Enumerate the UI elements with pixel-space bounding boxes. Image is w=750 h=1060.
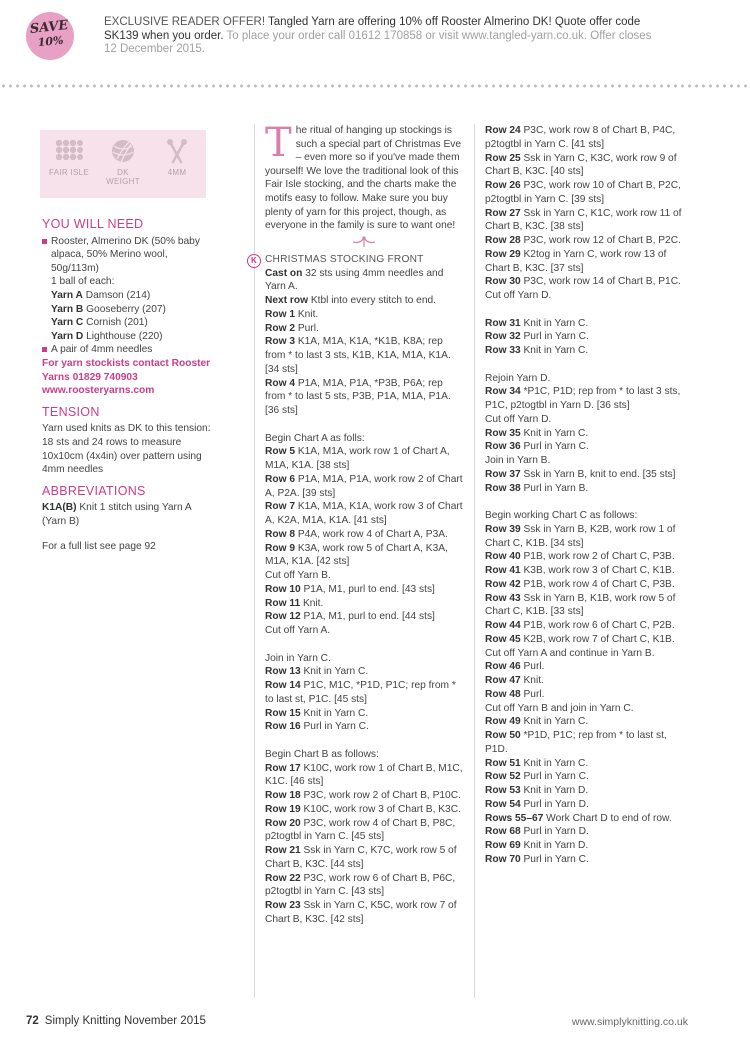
row-label: Row 2	[265, 322, 296, 334]
fair-isle-icon	[54, 138, 84, 164]
row-text: K3A, work row 5 of Chart A, K3A, M1A, K1A. [42 sts]	[265, 542, 448, 568]
instruction-line	[485, 124, 690, 152]
flourish-icon	[349, 235, 379, 249]
needle-size-label: 4MM	[167, 168, 187, 177]
row-label: Row 15	[265, 707, 301, 719]
row-text: K10C, work row 1 of Chart B, M1C, K1C. [46 sts]	[265, 762, 463, 788]
row-label: Row 53	[485, 785, 521, 796]
instruction-line	[485, 275, 690, 289]
you-will-need-heading: YOU WILL NEED	[42, 217, 144, 231]
row-text: Ssk in Yarn C, K5C, work row 7 of Chart B, K3C. [42 sts]	[265, 900, 457, 925]
instruction-line	[485, 702, 690, 716]
row-text: K3B, work row 3 of Chart C, K1B.	[520, 565, 675, 576]
instruction-line	[265, 624, 463, 638]
row-label: Row 40	[485, 551, 521, 563]
instruction-line	[485, 619, 690, 633]
abbreviation-item: K1A(B) Knit 1 stitch using Yarn A (Yarn B)	[42, 502, 192, 527]
instruction-line	[485, 330, 690, 344]
row-label: Cast on	[265, 267, 303, 279]
row-text: Purl in Yarn C.	[520, 441, 589, 453]
row-text: Knit.	[300, 597, 324, 609]
row-label: Next row	[265, 295, 309, 306]
row-label: Row 46	[485, 661, 521, 673]
row-text: P3C, work row 2 of Chart B, P10C.	[300, 790, 461, 801]
row-label: Row 22	[265, 872, 301, 884]
row-text: Join in Yarn B.	[485, 455, 551, 466]
section-heading	[247, 253, 463, 267]
row-text: Knit in Yarn C.	[520, 345, 589, 356]
row-text: Knit.	[295, 308, 319, 320]
row-label: Row 20	[265, 817, 301, 829]
row-text: Ssk in Yarn B, knit to end. [35 sts]	[520, 468, 676, 480]
instruction-line	[485, 289, 690, 303]
row-text: Begin Chart A as folls:	[265, 432, 365, 444]
row-label: Row 32	[485, 331, 521, 343]
row-label: Row 50	[485, 730, 521, 741]
row-text: *P1C, P1D; rep from * to last 3 sts, P1C, p2togtbl in Yarn D. [36 sts]	[485, 386, 681, 411]
instruction-line	[265, 872, 463, 900]
instruction-line	[265, 377, 463, 418]
row-text: P4A, work row 4 of Chart A, P3A.	[295, 528, 448, 540]
instruction-line	[265, 844, 463, 872]
row-text: P1A, M1, purl to end. [44 sts]	[300, 611, 435, 623]
yarn-c: Yarn C Cornish (201)	[51, 317, 148, 329]
row-text: P3C, work row 14 of Chart B, P1C.	[520, 276, 681, 288]
yarn-b: Yarn B Gooseberry (207)	[51, 303, 166, 315]
row-label: Row 18	[265, 790, 301, 801]
reader-offer	[104, 16, 664, 57]
row-label: Row 26	[485, 180, 521, 191]
row-label: Row 31	[485, 317, 521, 329]
ball-count: 1 ball of each:	[51, 276, 115, 288]
row-text: Knit in Yarn C.	[520, 757, 589, 769]
yarn-ball-icon	[109, 138, 137, 164]
row-text: Ssk in Yarn C, K1C, work row 11 of Chart B, K3C. [38 sts]	[485, 207, 682, 233]
row-text: Purl in Yarn D.	[520, 798, 589, 810]
row-text: P1B, work row 6 of Chart C, P2B.	[520, 620, 675, 631]
row-text: Purl in Yarn B.	[520, 482, 589, 494]
row-label: Row 69	[485, 840, 521, 851]
row-text: Purl.	[295, 322, 319, 334]
instruction-line	[485, 784, 690, 798]
instruction-line	[485, 234, 690, 248]
pattern-column-2	[485, 124, 690, 867]
row-text: Knit in Yarn C.	[520, 427, 589, 439]
instruction-line	[265, 803, 463, 817]
row-text: P3C, work row 12 of Chart B, P2C.	[520, 235, 681, 246]
row-label: Row 23	[265, 900, 301, 911]
instruction-line	[265, 583, 463, 597]
instruction-line	[485, 633, 690, 647]
row-label: Row 7	[265, 501, 296, 513]
needles-item: A pair of 4mm needles	[42, 343, 212, 357]
instruction-line	[485, 454, 690, 468]
instruction-line	[265, 542, 463, 570]
badge-line1: SAVE	[29, 18, 70, 38]
row-text: Begin working Chart C as follows:	[485, 510, 638, 521]
stockists-info: For yarn stockists contact Rooster Yarns 01829 740903 www.roosteryarns.com	[42, 357, 211, 397]
row-label: Row 4	[265, 377, 296, 389]
row-label: Row 3	[265, 336, 296, 348]
instruction-line	[265, 762, 463, 790]
row-label: Row 35	[485, 427, 521, 439]
row-text: Purl in Yarn C.	[520, 771, 589, 783]
row-label: Row 48	[485, 688, 521, 700]
row-text: Knit in Yarn C.	[300, 707, 369, 719]
row-label: Row 1	[265, 308, 296, 320]
instruction-line	[485, 825, 690, 839]
page-number: 72	[26, 1015, 39, 1027]
row-label: Row 68	[485, 826, 521, 838]
instruction-line	[485, 578, 690, 592]
row-text: Knit in Yarn C.	[300, 666, 369, 678]
instructions-list	[265, 267, 463, 927]
instruction-line	[265, 665, 463, 679]
tension-text: Yarn used knits as DK to this tension: 18 sts and 24 rows to measure 10x10cm (4x4in) over pattern using 4mm needles	[42, 423, 211, 476]
abbreviations-heading: ABBREVIATIONS	[42, 483, 146, 498]
row-text: Purl.	[520, 661, 545, 673]
project-info-box	[40, 130, 206, 198]
instruction-line	[485, 427, 690, 441]
footer-url: www.simplyknitting.co.uk	[571, 1016, 688, 1028]
row-text: Ktbl into every stitch to end.	[308, 295, 437, 306]
fair-isle-info	[42, 138, 96, 177]
knit-section-icon: K	[247, 254, 261, 268]
instruction-line	[265, 748, 463, 762]
row-label: Row 14	[265, 680, 301, 691]
instruction-line	[485, 152, 690, 180]
instruction-line	[485, 372, 690, 386]
instruction-line	[485, 482, 690, 496]
row-label: Row 25	[485, 152, 521, 164]
row-text: Knit in Yarn D.	[520, 840, 589, 851]
row-label: Row 45	[485, 633, 521, 645]
row-label: Row 30	[485, 276, 521, 288]
save-badge	[24, 10, 77, 63]
row-label: Row 5	[265, 446, 296, 458]
instruction-line	[485, 317, 690, 331]
row-label: Row 12	[265, 611, 301, 623]
instruction-line	[485, 468, 690, 482]
row-text: P3C, work row 4 of Chart B, P8C, p2togtbl in Yarn C. [45 sts]	[265, 817, 456, 843]
instruction-line	[485, 715, 690, 729]
offer-main: Tangled Yarn are offering 10% off Rooster Almerino DK! Quote offer code SK139 when you order.	[104, 16, 641, 42]
instruction-line	[265, 294, 463, 308]
badge-line2: 10%	[37, 33, 65, 50]
instruction-line	[265, 432, 463, 446]
you-will-need-section	[42, 218, 212, 398]
row-text: Join in Yarn C.	[265, 652, 331, 664]
row-text: *P1D, P1C; rep from * to last st, P1D.	[485, 730, 667, 755]
footer-left	[26, 1015, 206, 1027]
row-text: Purl.	[520, 688, 545, 700]
row-text: Cut off Yarn D.	[485, 413, 552, 425]
row-text: Purl in Yarn C.	[300, 721, 369, 733]
row-label: Row 44	[485, 620, 521, 631]
row-label: Row 38	[485, 482, 521, 494]
intro-text: he ritual of hanging up stockings is such a special part of Christmas Eve – even more so if you've made them yourself! We love the traditional look of this Fair Isle stocking, and the charts make the motifs easy to follow. Make sure you buy plenty of yarn for this project, though, as everyone in the family is sure to want one!	[265, 125, 462, 232]
yarn-d: Yarn D Lighthouse (220)	[51, 330, 163, 342]
offer-caps: EXCLUSIVE READER OFFER!	[104, 16, 266, 28]
instruction-line	[265, 679, 463, 707]
instruction-line	[485, 523, 690, 551]
row-label: Row 13	[265, 666, 301, 678]
row-label: Row 41	[485, 565, 521, 576]
instruction-line	[485, 179, 690, 207]
instruction-line	[265, 817, 463, 845]
row-text: Cut off Yarn B and join in Yarn C.	[485, 702, 634, 714]
row-text: Ssk in Yarn C, K3C, work row 9 of Chart B, K3C. [40 sts]	[485, 152, 677, 178]
row-label: Row 42	[485, 578, 521, 590]
instruction-line	[485, 729, 690, 757]
row-text: Purl in Yarn C.	[520, 853, 589, 865]
instruction-line	[265, 569, 463, 583]
intro-paragraph	[265, 120, 463, 233]
row-text: Knit.	[520, 675, 544, 686]
row-label: Row 16	[265, 721, 301, 733]
instruction-line	[485, 770, 690, 784]
row-label: Row 8	[265, 528, 296, 540]
row-text: K10C, work row 3 of Chart B, K3C.	[300, 803, 461, 815]
row-label: Row 36	[485, 441, 521, 453]
instruction-line	[485, 647, 690, 661]
row-text: Ssk in Yarn B, K1B, work row 5 of Chart C, K1B. [33 sts]	[485, 592, 676, 618]
instruction-line	[485, 413, 690, 427]
tension-section	[42, 406, 212, 477]
instruction-line	[265, 707, 463, 721]
row-text: K1A, M1A, work row 1 of Chart A, M1A, K1A. [38 sts]	[265, 446, 450, 471]
dotted-divider	[0, 83, 750, 89]
row-label: Row 24	[485, 125, 521, 136]
row-text: Knit in Yarn C.	[520, 317, 589, 329]
magazine-issue: Simply Knitting November 2015	[44, 1015, 206, 1027]
row-text: K2B, work row 7 of Chart C, K1B.	[520, 633, 675, 645]
row-label: Row 47	[485, 675, 521, 686]
row-text: P3C, work row 8 of Chart B, P4C, p2togtbl in Yarn C. [41 sts]	[485, 125, 676, 150]
row-text: P1B, work row 4 of Chart C, P3B.	[520, 578, 675, 590]
abbreviation-list-ref: For a full list see page 92	[42, 541, 156, 553]
row-label: Row 10	[265, 583, 301, 595]
row-text: Purl in Yarn D.	[520, 826, 589, 838]
instruction-line	[265, 322, 463, 336]
row-text: Purl in Yarn C.	[520, 331, 589, 343]
instruction-line	[485, 812, 690, 826]
offer-details: To place your order call 01612 170858 or visit www.tangled-yarn.co.uk. Offer closes 12 December 2015.	[104, 29, 652, 55]
instruction-line	[485, 207, 690, 235]
row-label: Row 19	[265, 803, 301, 815]
instruction-line	[265, 267, 463, 295]
row-text: P1B, work row 2 of Chart C, P3B.	[520, 551, 675, 563]
spacer	[485, 495, 690, 509]
instruction-line	[265, 308, 463, 322]
spacer	[265, 418, 463, 432]
row-label: Row 28	[485, 235, 521, 246]
row-label: Row 49	[485, 716, 521, 728]
row-text: Begin Chart B as follows:	[265, 748, 379, 760]
row-text: Cut off Yarn A.	[265, 625, 331, 636]
row-text: K2tog in Yarn C, work row 13 of Chart B, K3C. [37 sts]	[485, 248, 667, 274]
yarn-item: Rooster, Almerino DK (50% baby alpaca, 50% Merino wool, 50g/113m)	[42, 235, 212, 276]
row-label: Row 51	[485, 757, 521, 769]
row-text: K1A, M1A, K1A, *K1B, K8A; rep from * to last 3 sts, K1B, K1A, M1A, K1A. [34 sts]	[265, 336, 451, 375]
instruction-line	[485, 344, 690, 358]
instruction-line	[265, 789, 463, 803]
yarn-a: Yarn A Damson (214)	[51, 289, 151, 301]
instruction-line	[485, 592, 690, 620]
row-text: Work Chart D to end of row.	[543, 812, 672, 824]
row-text: K1A, M1A, K1A, work row 3 of Chart A, K2A, M1A, K1A. [41 sts]	[265, 501, 463, 526]
needles-icon	[163, 138, 191, 164]
instruction-line	[485, 385, 690, 413]
row-label: Row 17	[265, 762, 301, 774]
row-label: Row 54	[485, 798, 521, 810]
section-title: CHRISTMAS STOCKING FRONT	[265, 253, 424, 265]
instruction-line	[485, 564, 690, 578]
row-text: Cut off Yarn D.	[485, 290, 552, 301]
instruction-line	[485, 440, 690, 454]
instruction-line	[485, 550, 690, 564]
instruction-line	[265, 335, 463, 376]
row-text: P1A, M1A, P1A, *P3B, P6A; rep from * to last 5 sts, P3B, P1A, M1A, P1A. [36 sts]	[265, 377, 451, 416]
instruction-line	[265, 610, 463, 624]
instruction-line	[265, 899, 463, 927]
row-text: Cut off Yarn A and continue in Yarn B.	[485, 647, 655, 659]
row-text: Rejoin Yarn D.	[485, 372, 551, 384]
instruction-line	[485, 839, 690, 853]
row-label: Row 70	[485, 853, 521, 865]
row-text: 32 sts using 4mm needles and Yarn A.	[265, 267, 444, 293]
fair-isle-label: FAIR ISLE	[48, 168, 90, 177]
row-text: P3C, work row 10 of Chart B, P2C, p2togtbl in Yarn C. [39 sts]	[485, 180, 681, 205]
row-label: Row 21	[265, 845, 301, 856]
instruction-line	[485, 248, 690, 276]
instruction-line	[265, 652, 463, 666]
instruction-line	[485, 660, 690, 674]
row-text: P1A, M1, purl to end. [43 sts]	[300, 583, 435, 595]
row-text: Ssk in Yarn B, K2B, work row 1 of Chart C, K1B. [34 sts]	[485, 523, 676, 549]
instruction-line	[265, 528, 463, 542]
row-label: Row 34	[485, 386, 521, 398]
row-label: Row 6	[265, 473, 296, 485]
row-label: Row 37	[485, 468, 521, 480]
row-text: Ssk in Yarn C, K7C, work row 5 of Chart B, K3C. [44 sts]	[265, 845, 457, 870]
row-text: P1C, M1C, *P1D, P1C; rep from * to last st, P1C. [45 sts]	[265, 680, 456, 705]
row-label: Row 43	[485, 592, 521, 604]
row-text: Cut off Yarn B.	[265, 570, 331, 581]
row-text: Knit in Yarn D.	[520, 785, 589, 796]
instruction-line	[485, 688, 690, 702]
row-label: Row 9	[265, 542, 296, 554]
instruction-line	[265, 597, 463, 611]
row-text: Knit in Yarn C.	[520, 716, 589, 728]
spacer	[485, 358, 690, 372]
row-label: Rows 55–67	[485, 812, 544, 824]
row-label: Row 39	[485, 523, 521, 535]
needle-size-info	[150, 138, 204, 177]
spacer	[485, 303, 690, 317]
dk-weight-label: DK WEIGHT	[106, 168, 140, 186]
instruction-line	[485, 509, 690, 523]
instruction-line	[485, 674, 690, 688]
instruction-line	[265, 445, 463, 473]
instructions-list	[485, 124, 690, 867]
row-label: Row 27	[485, 207, 521, 219]
instruction-line	[265, 473, 463, 501]
drop-cap: T	[265, 120, 292, 166]
spacer	[265, 734, 463, 748]
pattern-column-1	[251, 120, 463, 927]
abbreviations-section	[42, 485, 212, 554]
row-text: P1A, M1A, P1A, work row 2 of Chart A, P2A. [39 sts]	[265, 473, 463, 499]
spacer	[265, 638, 463, 652]
tension-heading: TENSION	[42, 404, 100, 419]
instruction-line	[265, 720, 463, 734]
row-label: Row 33	[485, 345, 521, 356]
instruction-line	[485, 853, 690, 867]
column-divider	[474, 124, 475, 998]
sidebar-column	[42, 218, 212, 562]
instruction-line	[485, 757, 690, 771]
instruction-line	[265, 500, 463, 528]
dk-weight-info	[96, 138, 150, 186]
row-label: Row 11	[265, 597, 301, 609]
row-label: Row 52	[485, 771, 521, 783]
row-text: P3C, work row 6 of Chart B, P6C, p2togtbl in Yarn C. [43 sts]	[265, 872, 456, 898]
flourish-divider	[265, 235, 463, 249]
row-label: Row 29	[485, 248, 521, 260]
instruction-line	[485, 798, 690, 812]
